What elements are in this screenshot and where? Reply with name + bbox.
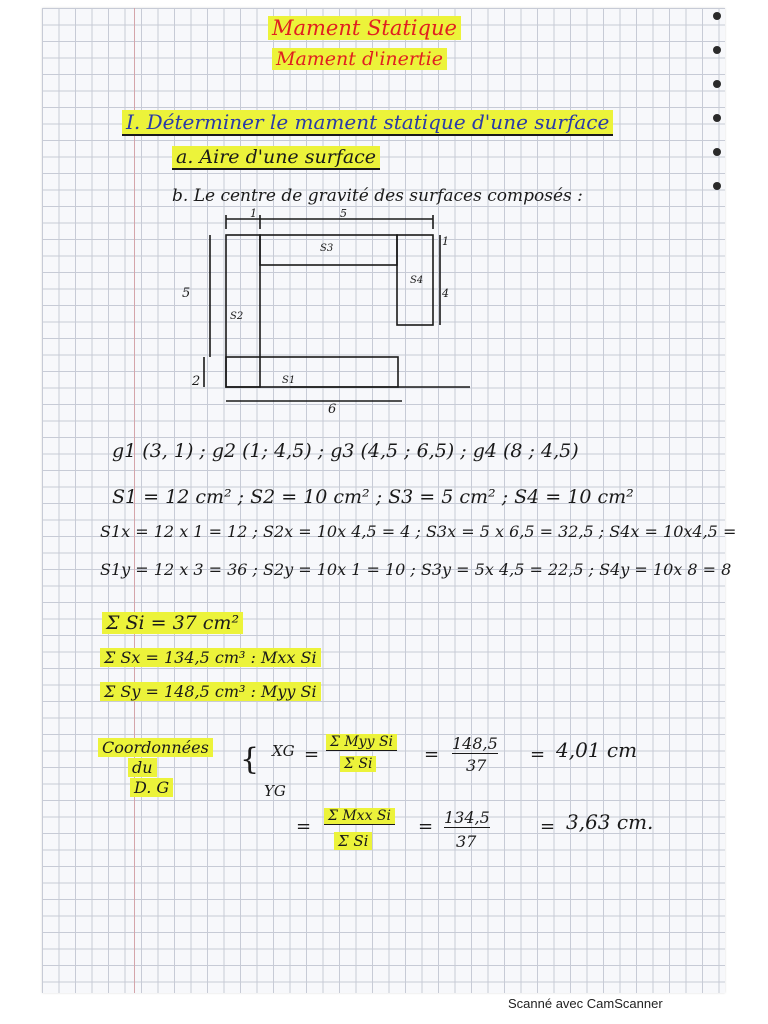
spiral-hole (713, 114, 721, 122)
centroids-line: g1 (3, 1) ; g2 (1; 4,5) ; g3 (4,5 ; 6,5) ; g4 (8 ; 4,5) (112, 440, 579, 462)
sum-sy: Σ Sy = 148,5 cm³ : Myy Si (100, 682, 321, 701)
yg-result: 3,63 cm. (566, 810, 654, 834)
dim-label: 4 (442, 287, 449, 300)
equals-sign: = (304, 744, 320, 765)
yg-formula-denominator: Σ Si (334, 832, 372, 850)
spiral-hole (713, 182, 721, 190)
sum-si: Σ Si = 37 cm² (102, 612, 243, 634)
equals-sign: = (296, 816, 312, 837)
title-line-1: Mament Statique (268, 16, 461, 40)
brace-symbol: { (240, 742, 260, 777)
composite-surface-figure (170, 205, 470, 415)
shape-label-s1: S2 (230, 311, 244, 322)
shape-label-s2: S1 (282, 375, 296, 386)
dim-label: 2 (192, 374, 201, 389)
coords-label-line-3: D. G (130, 778, 173, 797)
camscanner-footer: Scanné avec CamScanner (508, 996, 663, 1011)
dim-label: 6 (328, 402, 337, 415)
shape-label-s4: S4 (410, 275, 424, 286)
coords-label-line-1: Coordonnées (98, 738, 213, 757)
equals-sign: = (540, 816, 556, 837)
dim-label: 5 (340, 207, 347, 220)
spiral-hole (713, 12, 721, 20)
spiral-holes (707, 8, 721, 218)
yg-formula-numerator: Σ Mxx Si (324, 808, 395, 825)
shape-label-s3: S3 (320, 243, 334, 254)
xg-value-numerator: 148,5 (452, 734, 498, 753)
xg-symbol: XG (272, 742, 295, 760)
dim-label: 1 (250, 207, 257, 220)
xg-result: 4,01 cm (556, 738, 638, 762)
title-line-2: Mament d'inertie (272, 48, 447, 70)
equals-sign: = (424, 744, 440, 765)
item-a-label: a. Aire d'une surface (172, 146, 380, 170)
xg-value-denominator: 37 (466, 756, 487, 775)
equals-sign: = (418, 816, 434, 837)
sum-sx: Σ Sx = 134,5 cm³ : Mxx Si (100, 648, 321, 667)
section-heading: I. Déterminer le mament statique d'une surface (122, 110, 613, 136)
areas-line: S1 = 12 cm² ; S2 = 10 cm² ; S3 = 5 cm² ; S4 = 10 cm² (112, 486, 634, 508)
equals-sign: = (530, 744, 546, 765)
yg-value-numerator: 134,5 (444, 808, 490, 827)
spiral-hole (713, 80, 721, 88)
dim-label: 1 (442, 235, 449, 248)
moments-x-line: S1x = 12 x 1 = 12 ; S2x = 10x 4,5 = 4 ; S3x = 5 x 6,5 = 32,5 ; S4x = 10x4,5 = (100, 522, 737, 541)
yg-symbol: YG (264, 782, 286, 800)
moments-y-line: S1y = 12 x 3 = 36 ; S2y = 10x 1 = 10 ; S3y = 5x 4,5 = 22,5 ; S4y = 10x 8 = 8 (100, 560, 732, 579)
xg-formula-denominator: Σ Si (340, 756, 376, 772)
xg-formula-numerator: Σ Myy Si (326, 734, 397, 751)
dim-label: 5 (182, 286, 191, 301)
shape-s1 (226, 357, 398, 387)
spiral-hole (713, 148, 721, 156)
yg-value-denominator: 37 (456, 832, 477, 851)
spiral-hole (713, 46, 721, 54)
coords-label-line-2: du (128, 758, 157, 777)
item-b-label: b. Le centre de gravité des surfaces composés : (172, 186, 583, 206)
